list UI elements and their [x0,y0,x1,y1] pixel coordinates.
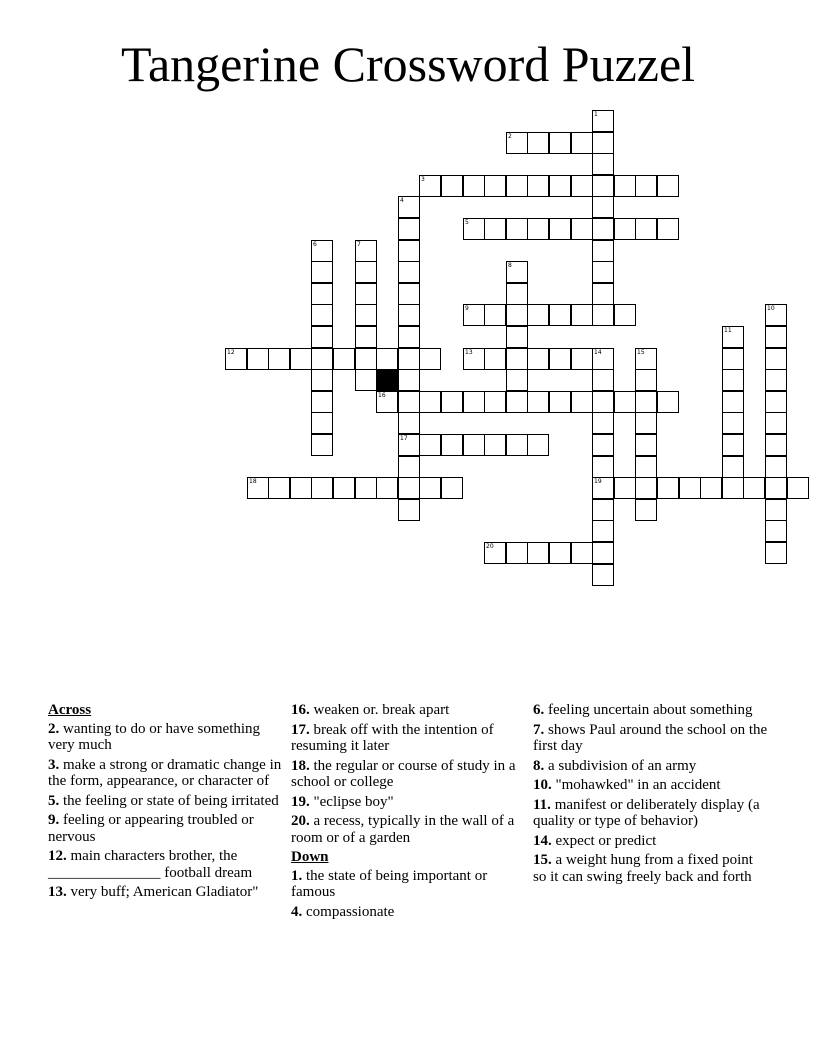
clue-across-20: 20. a recess, typically in the wall of a room or of a garden [291,813,515,846]
grid-cell[interactable] [419,348,441,370]
grid-cell[interactable] [635,369,657,391]
grid-cell[interactable] [549,175,571,197]
grid-cell[interactable] [419,391,441,413]
grid-cell[interactable] [527,304,549,326]
grid-cell[interactable] [398,261,420,283]
clue-number: 12 [227,349,235,356]
grid-cell[interactable] [549,348,571,370]
grid-cell[interactable] [614,304,636,326]
grid-cell[interactable] [376,391,398,413]
grid-cell[interactable] [549,218,571,240]
grid-cell[interactable] [765,412,787,434]
grid-cell[interactable] [484,542,506,564]
grid-cell[interactable] [787,477,809,499]
grid-cell[interactable] [592,175,614,197]
grid-cell[interactable] [506,326,528,348]
clue-across-9: 9. feeling or appearing troubled or nervous [48,812,254,845]
grid-cell[interactable] [765,477,787,499]
grid-cell[interactable] [398,477,420,499]
grid-cell[interactable] [571,175,593,197]
clue-down-10: 10. "mohawked" in an accident [533,777,721,793]
grid-cell[interactable] [765,326,787,348]
grid-cell[interactable] [592,240,614,262]
grid-cell[interactable] [376,348,398,370]
clue-number: 6 [313,241,317,248]
grid-cell[interactable] [463,304,485,326]
grid-cell[interactable] [290,348,312,370]
grid-cell[interactable] [463,391,485,413]
clue-across-5: 5. the feeling or state of being irritated [48,792,279,809]
grid-cell[interactable] [355,477,377,499]
grid-cell[interactable] [311,326,333,348]
grid-cell[interactable] [311,412,333,434]
grid-cell[interactable] [657,477,679,499]
grid-cell[interactable] [398,499,420,521]
grid-cell[interactable] [722,477,744,499]
clue-number: 18 [249,478,257,485]
grid-cell[interactable] [614,218,636,240]
clue-across-16: 16. weaken or. break apart [291,702,450,718]
clue-number: 10 [767,305,775,312]
grid-cell[interactable] [398,218,420,240]
clue-down-1: 1. the state of being important or famous [291,867,488,900]
grid-cell[interactable] [592,348,614,370]
clue-column-3 [533,702,769,888]
grid-cell[interactable] [419,477,441,499]
grid-cell[interactable] [765,369,787,391]
grid-cell[interactable] [398,304,420,326]
grid-cell[interactable] [398,391,420,413]
clue-across-19: 19. "eclipse boy" [291,793,394,810]
grid-cell[interactable] [765,348,787,370]
grid-cell[interactable] [527,391,549,413]
grid-cell[interactable] [765,391,787,413]
grid-cell[interactable] [506,218,528,240]
grid-cell[interactable] [527,434,549,456]
grid-cell[interactable] [614,175,636,197]
grid-cell[interactable] [765,304,787,326]
grid-cell[interactable] [722,456,744,478]
grid-cell[interactable] [592,110,614,132]
grid-cell[interactable] [398,412,420,434]
grid-cell[interactable] [268,348,290,370]
grid-cell[interactable] [398,348,420,370]
grid-cell[interactable] [549,132,571,154]
clue-across-12: 12. main characters brother, the _______________ football dream [48,848,253,881]
grid-cell[interactable] [635,499,657,521]
grid-cell[interactable] [398,369,420,391]
grid-cell[interactable] [441,477,463,499]
grid-cell[interactable] [614,477,636,499]
grid-cell[interactable] [311,369,333,391]
grid-cell[interactable] [441,434,463,456]
clue-number: 9 [465,305,469,312]
grid-cell[interactable] [592,542,614,564]
grid-cell[interactable] [700,477,722,499]
clue-down-7: 7. shows Paul around the school on the first day [533,721,768,754]
grid-cell[interactable] [722,434,744,456]
grid-cell[interactable] [398,196,420,218]
grid-cell[interactable] [355,369,377,391]
clue-number: 16 [378,392,386,399]
grid-cell[interactable] [743,477,765,499]
grid-cell[interactable] [592,153,614,175]
grid-cell[interactable] [592,391,614,413]
grid-cell[interactable] [592,456,614,478]
grid-cell[interactable] [549,391,571,413]
grid-cell[interactable] [463,175,485,197]
grid-cell[interactable] [355,240,377,262]
clue-number: 3 [421,176,425,183]
clue-number: 4 [400,197,404,204]
grid-cell[interactable] [484,304,506,326]
grid-cell[interactable] [722,348,744,370]
grid-cell[interactable] [484,218,506,240]
grid-cell[interactable] [311,304,333,326]
grid-cell[interactable] [571,542,593,564]
clue-down-15: 15. a weight hung from a fixed point so it can swing freely back and forth [533,852,753,885]
clue-column-2 [291,702,527,923]
clue-down-4: 4. compassionate [291,903,395,920]
grid-cell[interactable] [333,348,355,370]
clue-number: 20 [486,543,494,550]
grid-cell[interactable] [635,456,657,478]
grid-cell[interactable] [635,175,657,197]
clue-down-11: 11. manifest or deliberately display (a quality or type of behavior) [533,796,760,829]
grid-cell[interactable] [311,391,333,413]
clue-down-8: 8. a subdivision of an army [533,757,697,774]
grid-cell[interactable] [679,477,701,499]
grid-cell[interactable] [527,132,549,154]
grid-cell[interactable] [506,542,528,564]
grid-cell[interactable] [506,261,528,283]
clue-number: 5 [465,219,469,226]
grid-cell[interactable] [484,391,506,413]
grid-cell[interactable] [592,261,614,283]
grid-cell[interactable] [441,391,463,413]
clue-number: 2 [508,133,512,140]
grid-cell[interactable] [635,218,657,240]
clue-down-14: 14. expect or predict [533,832,657,849]
grid-cell[interactable] [571,348,593,370]
grid-cell[interactable] [484,434,506,456]
grid-cell[interactable] [635,434,657,456]
grid-cell[interactable] [355,304,377,326]
grid-cell[interactable] [463,434,485,456]
grid-cell[interactable] [765,499,787,521]
grid-cell[interactable] [592,520,614,542]
grid-cell[interactable] [765,542,787,564]
clue-across-2: 2. wanting to do or have something very much [48,720,261,753]
grid-cell[interactable] [311,434,333,456]
grid-cell[interactable] [571,391,593,413]
grid-cell[interactable] [592,218,614,240]
grid-cell[interactable] [355,348,377,370]
clue-across-17: 17. break off with the intention of resuming it later [291,721,494,754]
page-title: Tangerine Crossword Puzzel [120,36,696,92]
down-heading: Down [291,849,329,865]
across-heading: Across [48,702,92,718]
grid-cell[interactable] [635,477,657,499]
grid-cell[interactable] [376,477,398,499]
grid-block-cell [376,369,398,391]
grid-cell[interactable] [333,477,355,499]
grid-cell[interactable] [506,369,528,391]
grid-cell[interactable] [419,175,441,197]
grid-cell[interactable] [571,132,593,154]
grid-cell[interactable] [419,434,441,456]
grid-cell[interactable] [592,564,614,586]
grid-cell[interactable] [247,477,269,499]
grid-cell[interactable] [225,348,247,370]
grid-cell[interactable] [506,348,528,370]
grid-cell[interactable] [722,391,744,413]
grid-cell[interactable] [765,520,787,542]
grid-cell[interactable] [506,391,528,413]
clue-number: 11 [724,327,732,334]
grid-cell[interactable] [592,132,614,154]
grid-cell[interactable] [463,348,485,370]
grid-cell[interactable] [592,412,614,434]
grid-cell[interactable] [311,240,333,262]
grid-cell[interactable] [722,412,744,434]
grid-cell[interactable] [635,391,657,413]
grid-cell[interactable] [247,348,269,370]
grid-cell[interactable] [355,261,377,283]
grid-cell[interactable] [527,348,549,370]
grid-cell[interactable] [592,477,614,499]
grid-cell[interactable] [765,434,787,456]
grid-cell[interactable] [398,240,420,262]
clue-number: 14 [594,349,602,356]
grid-cell[interactable] [527,175,549,197]
grid-cell[interactable] [592,196,614,218]
grid-cell[interactable] [549,542,571,564]
clue-number: 19 [594,478,602,485]
grid-cell[interactable] [311,283,333,305]
clue-number: 13 [465,349,473,356]
clue-down-6: 6. feeling uncertain about something [533,702,753,718]
grid-cell[interactable] [592,499,614,521]
clue-number: 7 [357,241,361,248]
grid-cell[interactable] [527,218,549,240]
grid-cell[interactable] [398,283,420,305]
grid-cell[interactable] [290,477,312,499]
grid-cell[interactable] [484,348,506,370]
grid-cell[interactable] [527,542,549,564]
grid-cell[interactable] [592,369,614,391]
clue-number: 8 [508,262,512,269]
grid-cell[interactable] [398,456,420,478]
grid-cell[interactable] [398,326,420,348]
grid-cell[interactable] [657,175,679,197]
clue-number: 17 [400,435,408,442]
clue-across-18: 18. the regular or course of study in a school or college [291,757,516,790]
grid-cell[interactable] [722,369,744,391]
grid-cell[interactable] [657,218,679,240]
grid-cell[interactable] [506,434,528,456]
grid-cell[interactable] [571,218,593,240]
grid-cell[interactable] [722,326,744,348]
grid-cell[interactable] [268,477,290,499]
grid-cell[interactable] [311,261,333,283]
grid-cell[interactable] [506,132,528,154]
grid-cell[interactable] [398,434,420,456]
grid-cell[interactable] [506,304,528,326]
clue-number: 15 [637,349,645,356]
grid-cell[interactable] [506,283,528,305]
grid-cell[interactable] [614,391,636,413]
grid-cell[interactable] [592,283,614,305]
grid-cell[interactable] [463,218,485,240]
grid-cell[interactable] [592,304,614,326]
grid-cell[interactable] [635,412,657,434]
grid-cell[interactable] [484,175,506,197]
grid-cell[interactable] [635,348,657,370]
grid-cell[interactable] [657,391,679,413]
clue-column-1 [48,702,284,904]
grid-cell[interactable] [441,175,463,197]
grid-cell[interactable] [311,477,333,499]
clue-number: 1 [594,111,598,118]
clue-across-3: 3. make a strong or dramatic change in the form, appearance, or character of [48,756,282,789]
grid-cell[interactable] [506,175,528,197]
grid-cell[interactable] [571,304,593,326]
grid-cell[interactable] [765,456,787,478]
grid-cell[interactable] [549,304,571,326]
grid-cell[interactable] [355,326,377,348]
clue-across-13: 13. very buff; American Gladiator" [48,884,259,900]
grid-cell[interactable] [355,283,377,305]
grid-cell[interactable] [311,348,333,370]
grid-cell[interactable] [592,434,614,456]
